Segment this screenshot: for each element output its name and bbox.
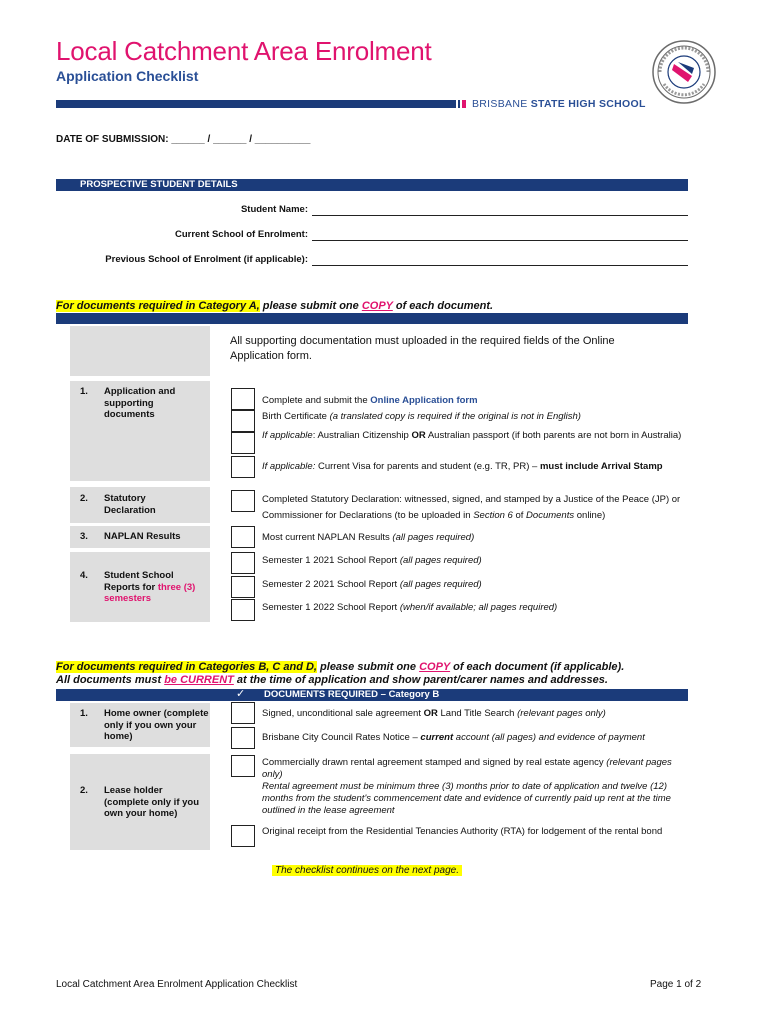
checkmark-icon: ✓ (236, 688, 246, 700)
doc-semester-2-2021: Semester 2 2021 School Report (all pages required) (262, 579, 482, 590)
checkbox-sale-agreement[interactable] (231, 702, 255, 724)
checkbox-semester-1-2022[interactable] (231, 599, 255, 621)
info-label-cell (70, 326, 210, 376)
checkbox-rates-notice[interactable] (231, 727, 255, 749)
footer-title: Local Catchment Area Enrolment Application Checklist (56, 979, 298, 990)
header-bar-accent (458, 100, 460, 108)
previous-school-field[interactable] (312, 265, 688, 266)
header-bar-accent-pink (462, 100, 466, 108)
continue-note: The checklist continues on the next page. (272, 865, 462, 876)
page-number: Page 1 of 2 (650, 979, 702, 990)
checkbox-birth-certificate[interactable] (231, 410, 255, 432)
doc-naplan: Most current NAPLAN Results (all pages required) (262, 532, 475, 543)
b-item-2-number: 2. (80, 785, 88, 796)
item-4-number: 4. (80, 570, 88, 581)
checkbox-statutory-declaration[interactable] (231, 490, 255, 512)
doc-rental-agreement: Commercially drawn rental agreement stamped and signed by real estate agency (relevant pages only) Rental agreement must be minimum three (3) months prior to date of application and twelve (12) months from the student's commencement date and evidence of currently paid up rent at the time outlined in the lease agreement (262, 757, 672, 816)
category-a-intro: For documents required in Category A, please submit one COPY of each document. (56, 300, 494, 312)
category-b-intro: For documents required in Categories B, C and D, please submit one COPY of each document (if applicable). (56, 661, 625, 673)
student-name-field[interactable] (312, 215, 688, 216)
checkbox-rental-agreement[interactable] (231, 755, 255, 777)
checkbox-naplan[interactable] (231, 526, 255, 548)
category-b-band: DOCUMENTS REQUIRED – Category B (264, 689, 440, 700)
doc-online-application: Complete and submit the Online Application form (262, 395, 478, 406)
checkbox-visa[interactable] (231, 456, 255, 478)
date-of-submission: DATE OF SUBMISSION: ______ / ______ / __________ (56, 134, 311, 145)
b-item-1-number: 1. (80, 708, 88, 719)
item-1-label: Application and supporting documents (104, 386, 176, 420)
checkbox-semester-2-2021[interactable] (231, 576, 255, 598)
doc-citizenship: If applicable: Australian Citizenship OR Australian passport (if both parents are not born in Australia) (262, 430, 682, 441)
doc-semester-1-2022: Semester 1 2022 School Report (when/if available; all pages required) (262, 602, 558, 613)
doc-birth-certificate: Birth Certificate (a translated copy is required if the original is not in English) (262, 411, 581, 422)
item-2-label: Statutory Declaration (104, 493, 156, 516)
category-b-current-note: All documents must be CURRENT at the time of application and show parent/carer names and addresses. (56, 674, 608, 686)
previous-school-label: Previous School of Enrolment (if applicable): (105, 254, 308, 265)
doc-statutory-declaration: Completed Statutory Declaration: witnessed, signed, and stamped by a Justice of the Peace (JP) or Commissioner for Declarations (to be uploaded in Section 6 of Documents online) (262, 494, 681, 521)
item-4-label: Student School Reports for three (3) semesters (104, 570, 196, 604)
online-application-link[interactable]: Online Application form (370, 395, 478, 406)
doc-visa: If applicable: Current Visa for parents and student (e.g. TR, PR) – must include Arrival Stamp (262, 461, 663, 472)
b-item-1-label: Home owner (complete only if you own your home) (104, 708, 209, 742)
page-subtitle: Application Checklist (56, 68, 199, 84)
item-3-number: 3. (80, 531, 88, 542)
school-name: BRISBANE STATE HIGH SCHOOL (472, 98, 646, 110)
current-school-field[interactable] (312, 240, 688, 241)
item-3-label: NAPLAN Results (104, 531, 181, 542)
item-1-number: 1. (80, 386, 88, 397)
current-school-label: Current School of Enrolment: (175, 229, 308, 240)
category-a-info: All supporting documentation must uploaded in the required fields of the Online Application form. (230, 335, 615, 362)
doc-rta-receipt: Original receipt from the Residential Tenancies Authority (RTA) for lodgement of the rental bond (262, 826, 663, 837)
item-2-number: 2. (80, 493, 88, 504)
doc-sale-agreement: Signed, unconditional sale agreement OR Land Title Search (relevant pages only) (262, 708, 606, 719)
school-seal-logo (652, 40, 716, 104)
student-details-band: PROSPECTIVE STUDENT DETAILS (56, 179, 688, 191)
page-title: Local Catchment Area Enrolment (56, 36, 432, 66)
doc-rates-notice: Brisbane City Council Rates Notice – current account (all pages) and evidence of payment (262, 732, 645, 743)
checkbox-citizenship[interactable] (231, 432, 255, 454)
b-item-2-label: Lease holder (complete only if you own your home) (104, 785, 200, 819)
checkbox-semester-1-2021[interactable] (231, 552, 255, 574)
doc-semester-1-2021: Semester 1 2021 School Report (all pages required) (262, 555, 482, 566)
checkbox-online-application[interactable] (231, 388, 255, 410)
header-bar (56, 100, 456, 108)
student-name-label: Student Name: (240, 204, 308, 215)
category-a-bar (56, 313, 688, 324)
checkbox-rta-receipt[interactable] (231, 825, 255, 847)
